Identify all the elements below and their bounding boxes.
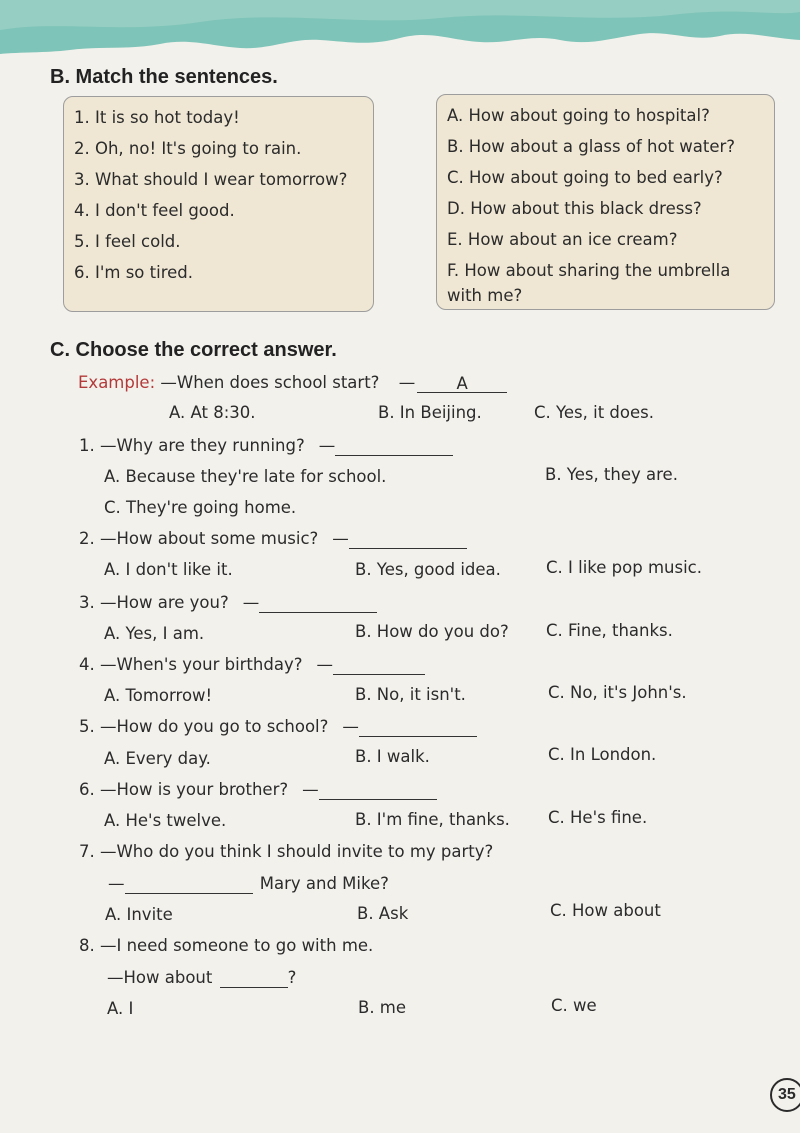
question-7-tail: Mary and Mike?: [259, 874, 389, 893]
page-number: 35: [770, 1078, 800, 1112]
q6-option-b: B. I'm fine, thanks.: [355, 810, 510, 829]
sentence-item: 2. Oh, no! It's going to rain.: [74, 139, 302, 158]
question-7-line2: [108, 874, 389, 894]
question-8-line2: [107, 968, 296, 988]
question-text: 2. —How about some music?: [79, 529, 319, 548]
q6-option-a: A. He's twelve.: [104, 811, 227, 830]
q6-option-c: C. He's fine.: [548, 808, 648, 827]
q3-option-b: B. How do you do?: [355, 622, 509, 641]
question-8-tail: ?: [287, 968, 297, 987]
answer-blank[interactable]: [220, 969, 288, 988]
response-item: A. How about going to hospital?: [447, 106, 710, 125]
q5-option-b: B. I walk.: [355, 747, 430, 766]
answer-blank[interactable]: [335, 437, 453, 456]
response-item: F. How about sharing the umbrella with me?: [447, 261, 731, 305]
q8-option-c: C. we: [551, 996, 597, 1015]
question-8: 8. —I need someone to go with me.: [79, 936, 374, 955]
question-text: 6. —How is your brother?: [79, 780, 289, 799]
section-c-heading: C. Choose the correct answer.: [50, 339, 337, 361]
answer-dash: —: [398, 373, 416, 392]
q4-option-c: C. No, it's John's.: [548, 683, 687, 702]
example-option-c: C. Yes, it does.: [534, 403, 654, 422]
example-option-b: B. In Beijing.: [378, 403, 482, 422]
question-2: [79, 529, 467, 549]
answer-dash: —: [332, 529, 349, 548]
sentence-item: 4. I don't feel good.: [74, 201, 235, 220]
q5-option-a: A. Every day.: [104, 749, 211, 768]
question-text: 4. —When's your birthday?: [79, 655, 303, 674]
response-item: C. How about going to bed early?: [447, 168, 723, 187]
q2-option-b: B. Yes, good idea.: [355, 560, 501, 579]
question-6: [79, 780, 437, 800]
answer-dash: —: [242, 593, 260, 612]
responses-box: [436, 94, 775, 310]
question-text: 5. —How do you go to school?: [79, 717, 329, 736]
question-text: 1. —Why are they running?: [79, 436, 305, 455]
question-7: 7. —Who do you think I should invite to my party?: [79, 842, 494, 861]
answer-blank[interactable]: [333, 656, 425, 675]
answer-blank[interactable]: [349, 530, 467, 549]
answer-blank[interactable]: [125, 875, 253, 894]
q5-option-c: C. In London.: [548, 745, 657, 764]
q1-option-b: B. Yes, they are.: [545, 465, 678, 484]
question-4: [79, 655, 425, 675]
response-item: B. How about a glass of hot water?: [447, 137, 736, 156]
example-answer-blank: A: [417, 374, 507, 393]
decorative-banner: [0, 0, 800, 70]
q8-option-a: A. I: [107, 999, 134, 1018]
question-1: [79, 436, 453, 456]
example-option-a: A. At 8:30.: [169, 403, 256, 422]
example-question: —When does school start?: [160, 373, 380, 392]
q7-option-a: A. Invite: [105, 905, 173, 924]
answer-dash: —: [342, 717, 359, 736]
question-3: [79, 593, 377, 613]
q1-option-c: C. They're going home.: [104, 498, 297, 517]
answer-blank[interactable]: [259, 594, 377, 613]
question-8-head: —How about: [107, 968, 213, 987]
q7-option-b: B. Ask: [357, 904, 409, 923]
q3-option-a: A. Yes, I am.: [104, 624, 205, 643]
q2-option-c: C. I like pop music.: [546, 558, 702, 577]
question-5: [79, 717, 477, 737]
example-label: Example:: [78, 373, 156, 392]
response-item: E. How about an ice cream?: [447, 230, 678, 249]
sentence-item: 6. I'm so tired.: [74, 263, 193, 282]
section-b-heading: B. Match the sentences.: [50, 66, 278, 88]
answer-dash: —: [318, 436, 336, 455]
example-line: [78, 373, 507, 393]
sentence-item: 1. It is so hot today!: [74, 108, 240, 127]
sentence-item: 5. I feel cold.: [74, 232, 181, 251]
sentence-item: 3. What should I wear tomorrow?: [74, 170, 348, 189]
response-item: D. How about this black dress?: [447, 199, 702, 218]
q3-option-c: C. Fine, thanks.: [546, 621, 673, 640]
q4-option-b: B. No, it isn't.: [355, 685, 466, 704]
q8-option-b: B. me: [358, 998, 407, 1017]
q1-option-a: A. Because they're late for school.: [104, 467, 387, 486]
question-text: 3. —How are you?: [79, 593, 229, 612]
q7-option-c: C. How about: [550, 901, 661, 920]
answer-dash: —: [316, 655, 333, 674]
answer-dash: —: [108, 874, 125, 893]
q2-option-a: A. I don't like it.: [104, 560, 233, 579]
q4-option-a: A. Tomorrow!: [104, 686, 213, 705]
answer-blank[interactable]: [359, 718, 477, 737]
answer-blank[interactable]: [319, 781, 437, 800]
answer-dash: —: [302, 780, 319, 799]
sentences-box: [63, 96, 374, 312]
